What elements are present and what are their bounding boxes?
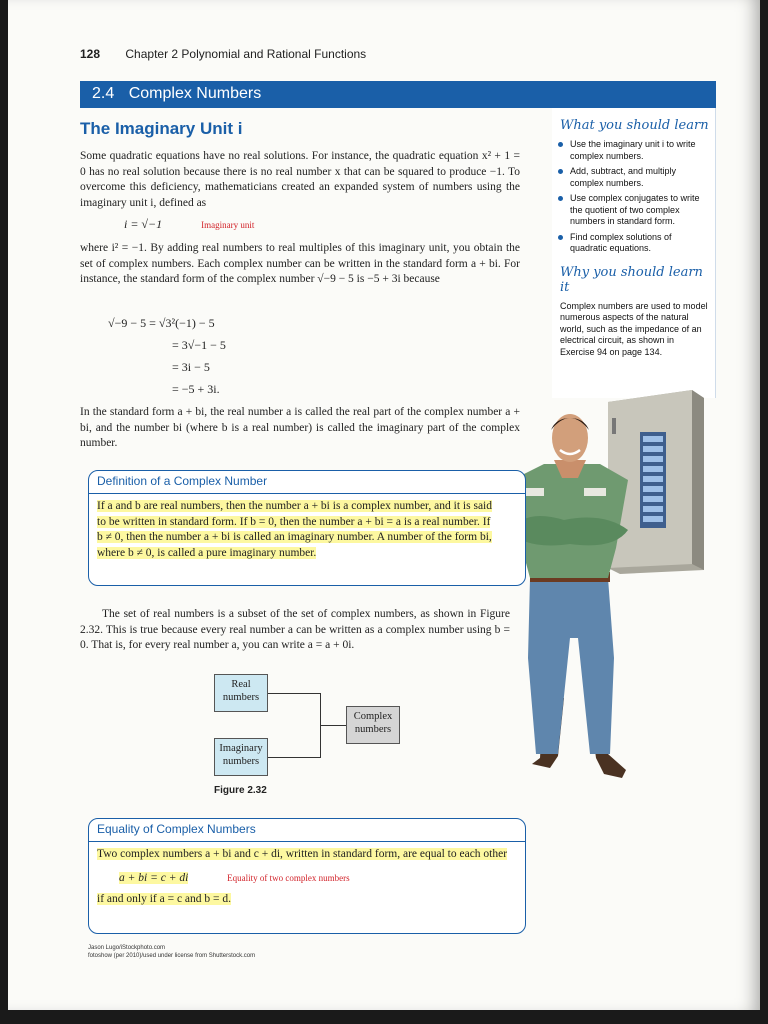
- figure-caption: Figure 2.32: [214, 785, 267, 796]
- list-item: Use the imaginary unit i to write complex numbers.: [558, 139, 708, 162]
- why-text: Complex numbers are used to model numerous aspects of the natural world, such as the impedance of an electrical circuit, as shown in Exercise 94 on page 134.: [560, 300, 708, 357]
- equality-box: [88, 818, 526, 934]
- list-item: Use complex conjugates to write the quotient of two complex numbers in standard form.: [558, 193, 708, 228]
- section-title-bar: [80, 81, 716, 108]
- imaginary-numbers-box: Imaginary numbers: [214, 738, 268, 776]
- math-line: = 3√−1 − 5: [172, 338, 226, 352]
- paragraph-standard-form: where i² = −1. By adding real numbers to real multiples of this imaginary unit, you obtain the set of complex numbers. Each complex number can be written in the standard form a + bi. For instance, the standard form of the complex number √−9 − 5 is −5 + 3i because: [80, 242, 520, 285]
- imaginary-unit-definition: [124, 217, 254, 232]
- credit-line: fotoshow (per 2010)/used under license from Shutterstock.com: [88, 953, 256, 959]
- equality-title: Equality of Complex Numbers: [97, 822, 256, 836]
- chapter-title: Chapter 2 Polynomial and Rational Functions: [125, 47, 367, 61]
- credit-line: Jason Lugo/iStockphoto.com: [88, 945, 166, 951]
- connector-line: [320, 725, 346, 726]
- figure-2-32: [214, 672, 404, 802]
- learn-heading: What you should learn: [560, 118, 709, 133]
- equality-equation: a + bi = c + di: [119, 871, 189, 884]
- paragraph-subset: The set of real numbers is a subset of the set of complex numbers, as shown in Figure 2.32. This is true because every real number a can be written as a complex number using b = 0. That is, for every real number a, you can write a = a + 0i.: [80, 608, 510, 651]
- definition-body: [97, 499, 497, 561]
- definition-box: [88, 470, 526, 586]
- worked-math: [108, 312, 226, 400]
- sidebar-learning-objectives: [552, 108, 716, 398]
- list-item: Find complex solutions of quadratic equations.: [558, 232, 708, 255]
- photo-credits: [88, 944, 255, 960]
- paragraph-real-imaginary-parts: In the standard form a + bi, the real number a is called the real part of the complex number a + bi, and the number bi (where b is a real number) is called the imaginary part of the complex number.: [80, 406, 520, 449]
- section-number: 2.4: [92, 85, 115, 102]
- definition-title: Definition of a Complex Number: [97, 474, 268, 488]
- definition-text: If a and b are real numbers, then the number a + bi is a complex number, and it is said to be written in standard form. If b = 0, then the number a + bi = a is a real number. If b ≠ 0, then the number a + bi is called an imaginary number. A number of the form bi, where b ≠ 0, is called a pure imaginary number.: [97, 500, 492, 559]
- textbook-page: [8, 0, 760, 1010]
- section-title: Complex Numbers: [128, 85, 262, 102]
- equality-equation-note: Equality of two complex numbers: [227, 872, 350, 883]
- math-line: = −5 + 3i.: [172, 382, 220, 396]
- connector-line: [268, 757, 320, 758]
- box-divider: [89, 493, 525, 494]
- real-numbers-box: Real numbers: [214, 674, 268, 712]
- equality-line-1: Two complex numbers a + bi and c + di, written in standard form, are equal to each other: [97, 848, 508, 860]
- equality-line-2: if and only if a = c and b = d.: [97, 893, 232, 905]
- complex-numbers-box: Complex numbers: [346, 706, 400, 744]
- technician-illustration: [504, 408, 640, 784]
- list-item: Add, subtract, and multiply complex numbers.: [558, 166, 708, 189]
- running-header: [80, 47, 366, 61]
- math-line: √−9 − 5 = √3²(−1) − 5: [108, 316, 215, 330]
- learn-list: [558, 139, 715, 255]
- box-divider: [89, 841, 525, 842]
- connector-line: [268, 693, 320, 694]
- paragraph-intro: Some quadratic equations have no real solutions. For instance, the quadratic equation x² + 1 = 0 has no real solution because there is no real number x that can be squared to produce −1. To overcome this deficiency, mathematicians created an expanded system of numbers using the imaginary unit i, defined as: [80, 150, 520, 209]
- equality-body: [97, 847, 517, 908]
- equality-equation-row: [119, 871, 517, 887]
- def-equation: i = √−1: [124, 217, 163, 231]
- why-heading: Why you should learn it: [560, 264, 703, 295]
- def-equation-note: Imaginary unit: [201, 220, 255, 230]
- math-line: = 3i − 5: [172, 360, 210, 374]
- page-number: 128: [80, 47, 101, 61]
- subsection-heading: The Imaginary Unit i: [80, 119, 243, 138]
